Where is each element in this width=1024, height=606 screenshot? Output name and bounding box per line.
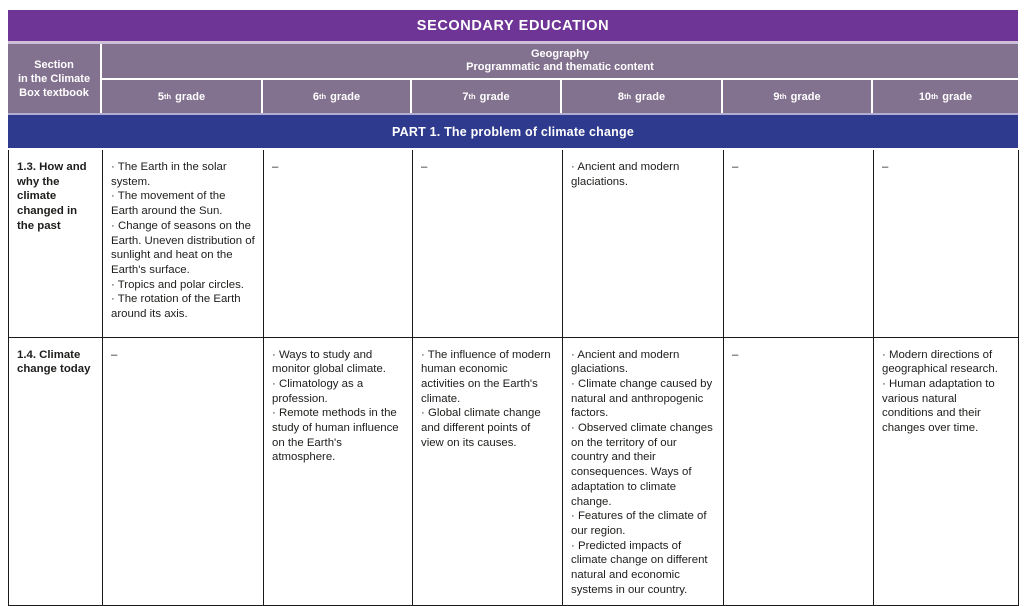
bullet-item [571, 160, 715, 189]
bullet-text: Observed climate changes on the territory of our country and their consequences. Ways of adaptation to climate change. [571, 422, 713, 508]
bullet-text: Human adaptation to various natural conditions and their changes over time. [882, 377, 995, 435]
bullet-dot: · [111, 278, 115, 291]
table-row [9, 150, 1019, 337]
bullet-text: The rotation of the Earth around its axis. [111, 293, 241, 321]
bullet-dot: · [571, 510, 575, 523]
grade-cell [264, 150, 413, 337]
bullet-text: Remote methods in the study of human influence on the Earth's atmosphere. [272, 407, 399, 464]
bullet-item [111, 189, 255, 218]
grade-header-8th: 8 th grade [562, 80, 723, 113]
grade-cell [874, 150, 1019, 337]
grade-header-9th: 9 th grade [723, 80, 873, 113]
bullet-item [111, 278, 255, 293]
bullet-item [882, 377, 1010, 436]
bullet-text: The Earth in the solar system. [111, 161, 227, 188]
bullet-dot: · [571, 348, 575, 361]
bullet-dot: · [111, 293, 115, 306]
grade-number: 7 [462, 90, 469, 103]
grade-number: 8 [617, 90, 624, 103]
curriculum-table-body [9, 150, 1019, 606]
section-header-line: Box textbook [19, 86, 89, 99]
grade-cell [264, 337, 413, 606]
bullet-item [421, 406, 554, 450]
bullet-item [111, 219, 255, 278]
bullet-item [272, 348, 404, 377]
grade-cell [724, 337, 874, 606]
bullet-text: The movement of the Earth around the Sun. [111, 190, 226, 218]
section-column-header [8, 44, 102, 113]
bullet-dot: · [571, 377, 575, 390]
grade-header-5th: 5 th grade [102, 80, 263, 113]
bullet-text: Change of seasons on the Earth. Uneven distribution of sunlight and heat on the Earth's surface. [111, 219, 255, 276]
bullet-text: The influence of modern human economic activities on the Earth's climate. [421, 348, 551, 405]
empty-marker: – [732, 161, 739, 173]
section-cell: 1.4. Climate change today [9, 337, 103, 606]
bullet-dot: · [111, 190, 115, 203]
bullet-item [882, 348, 1010, 377]
part1-banner: PART 1. The problem of climate change [8, 115, 1018, 148]
bullet-item [111, 292, 255, 321]
grade-number: 10 [918, 90, 932, 103]
bullet-text: Tropics and polar circles. [117, 278, 244, 291]
grade-number: 6 [312, 90, 319, 103]
empty-marker: – [272, 161, 279, 173]
bullet-text: Global climate change and different points of view on its causes. [421, 407, 541, 449]
bullet-item [111, 160, 255, 189]
grade-cell [103, 150, 264, 337]
curriculum-table-wrapper [8, 10, 1018, 606]
bullet-dot: · [571, 161, 575, 173]
bullet-dot: · [272, 407, 276, 420]
bullet-text: Ancient and modern glaciations. [571, 161, 680, 188]
bullet-item [272, 406, 404, 465]
empty-marker: – [421, 161, 428, 173]
bullet-dot: · [571, 422, 575, 435]
grade-cell [724, 150, 874, 337]
section-cell: 1.3. How and why the climate changed in the past [9, 150, 103, 337]
subject-subtitle: Programmatic and thematic content [466, 61, 654, 73]
grade-cell [103, 337, 264, 606]
bullet-text: Predicted impacts of climate change on different natural and economic systems in our country. [571, 539, 708, 596]
bullet-text: Features of the climate of our region. [571, 510, 707, 537]
grade-header-7th: 7 th grade [412, 80, 562, 113]
bullet-item [272, 377, 404, 406]
bullet-dot: · [111, 219, 115, 232]
section-header-line: in the Climate [17, 72, 91, 85]
grade-header-6th: 6 th grade [263, 80, 412, 113]
bullet-text: Modern directions of geographical research. [882, 348, 998, 376]
bullet-dot: · [882, 348, 886, 361]
grade-word: grade [175, 90, 206, 103]
curriculum-table [8, 150, 1019, 606]
bullet-dot: · [272, 348, 276, 361]
geography-group-header [102, 44, 1018, 80]
bullet-text: Climatology as a profession. [272, 377, 364, 405]
bullet-item [571, 348, 715, 377]
bullet-item [571, 539, 715, 598]
bullet-dot: · [571, 539, 575, 552]
secondary-education-banner: SECONDARY EDUCATION [8, 10, 1018, 41]
grade-cell [413, 150, 563, 337]
bullet-dot: · [421, 348, 425, 361]
grade-word: grade [635, 90, 666, 103]
bullet-item [571, 509, 715, 538]
empty-marker: – [111, 348, 118, 361]
grade-word: grade [942, 90, 973, 103]
empty-marker: – [882, 161, 889, 173]
bullet-text: Ancient and modern glaciations. [571, 348, 680, 376]
grade-word: grade [479, 90, 510, 103]
bullet-item [421, 348, 554, 407]
grade-cell [413, 337, 563, 606]
grade-cell [874, 337, 1019, 606]
grade-cell [563, 150, 724, 337]
subject-title: Geography [530, 48, 590, 60]
bullet-dot: · [111, 161, 115, 173]
grade-cell [563, 337, 724, 606]
bullet-item [571, 377, 715, 421]
bullet-text: Climate change caused by natural and anthropogenic factors. [571, 377, 713, 420]
section-header-line: Section [34, 58, 74, 71]
bullet-dot: · [882, 377, 886, 390]
grade-header-10th: 10 th grade [873, 80, 1018, 113]
bullet-text: Ways to study and monitor global climate. [272, 348, 386, 376]
empty-marker: – [732, 348, 739, 361]
bullet-dot: · [421, 407, 425, 420]
grade-number: 5 [157, 90, 164, 103]
bullet-dot: · [272, 377, 276, 390]
table-header [8, 44, 1018, 113]
table-row [9, 337, 1019, 606]
bullet-item [571, 421, 715, 509]
grade-number: 9 [773, 90, 780, 103]
grade-word: grade [330, 90, 361, 103]
grade-word: grade [790, 90, 821, 103]
